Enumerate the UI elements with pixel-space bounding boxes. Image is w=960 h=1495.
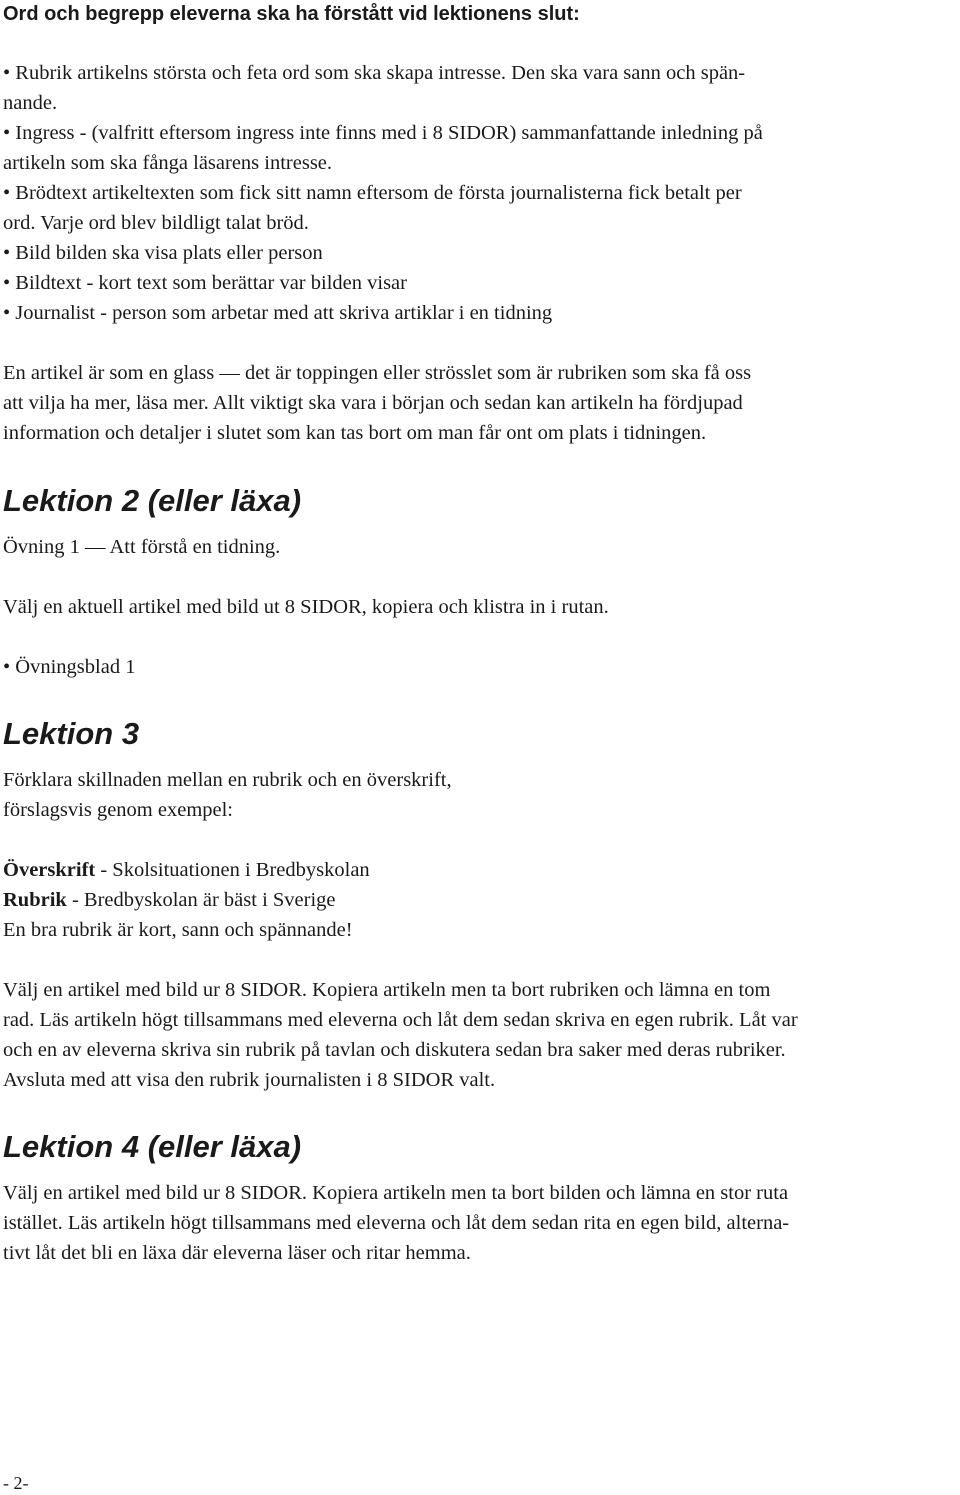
paragraph-line: och en av eleverna skriva sin rubrik på tavlan och diskutera sedan bra saker med deras rubriker. — [3, 1039, 786, 1061]
paragraph-line: Förklara skillnaden mellan en rubrik och en överskrift, — [3, 769, 452, 791]
list-item: ord. Varje ord blev bildligt talat bröd. — [3, 212, 309, 234]
paragraph-line: information och detaljer i slutet som kan tas bort om man får ont om plats i tidningen. — [3, 422, 707, 444]
lesson2-body — [3, 532, 958, 682]
intro-paragraph — [3, 358, 958, 448]
paragraph-line: Välj en artikel med bild ur 8 SIDOR. Kopiera artikeln men ta bort bilden och lämna en stor ruta — [3, 1182, 789, 1204]
page-number: - 2- — [3, 1473, 29, 1493]
paragraph-line: Välj en artikel med bild ur 8 SIDOR. Kopiera artikeln men ta bort rubriken och lämna en tom — [3, 979, 771, 1001]
overskrift-text: - Skolsituationen i Bredbyskolan — [95, 859, 370, 881]
lesson3-body — [3, 765, 958, 1095]
list-item: • Brödtext artikeltexten som fick sitt namn eftersom de första journalisterna fick betalt per — [3, 182, 742, 204]
lesson3-title: Lektion 3 — [3, 716, 140, 751]
instruction: Välj en aktuell artikel med bild ut 8 SIDOR, kopiera och klistra in i rutan. — [3, 596, 609, 618]
list-item: • Journalist - person som arbetar med att skriva artiklar i en tidning — [3, 302, 553, 324]
list-item: nande. — [3, 92, 58, 114]
lesson2-title: Lektion 2 (eller läxa) — [3, 483, 302, 518]
overskrift-label: Överskrift — [3, 859, 96, 881]
list-item: artikeln som ska fånga läsarens intresse. — [3, 152, 333, 174]
paragraph-line: istället. Läs artikeln högt tillsammans med eleverna och låt dem sedan rita en egen bild, alterna- — [3, 1212, 790, 1234]
exercise-title: Övning 1 — Att förstå en tidning. — [3, 536, 281, 558]
list-item: • Ingress - (valfritt eftersom ingress inte finns med i 8 SIDOR) sammanfattande inledning på — [3, 122, 763, 144]
list-item: • Bildtext - kort text som berättar var bilden visar — [3, 272, 407, 294]
example-overskrift — [3, 855, 958, 885]
example-rubrik — [3, 885, 958, 915]
paragraph-line: rad. Läs artikeln högt tillsammans med eleverna och låt dem sedan skriva en egen rubrik. Låt var — [3, 1009, 798, 1031]
good-headline: En bra rubrik är kort, sann och spännande! — [3, 919, 353, 941]
worksheet-item: • Övningsblad 1 — [3, 656, 136, 678]
rubrik-label: Rubrik — [3, 889, 67, 911]
terms-list — [3, 58, 958, 328]
lesson4-body — [3, 1178, 958, 1268]
paragraph-line: Avsluta med att visa den rubrik journalisten i 8 SIDOR valt. — [3, 1069, 496, 1091]
list-item: • Rubrik artikelns största och feta ord som ska skapa intresse. Den ska vara sann och spän- — [3, 62, 746, 84]
paragraph-line: att vilja ha mer, läsa mer. Allt viktigt ska vara i början och sedan kan artikeln ha fördjupad — [3, 392, 743, 414]
list-item: • Bild bilden ska visa plats eller person — [3, 242, 323, 264]
paragraph-line: förslagsvis genom exempel: — [3, 799, 234, 821]
paragraph-line: tivt låt det bli en läxa där eleverna läser och ritar hemma. — [3, 1242, 471, 1264]
paragraph-line: En artikel är som en glass — det är toppingen eller strösslet som är rubriken som ska få oss — [3, 362, 752, 384]
section-heading: Ord och begrepp eleverna ska ha förstått vid lektionens slut: — [3, 3, 580, 25]
rubrik-text: - Bredbyskolan är bäst i Sverige — [66, 889, 336, 911]
lesson4-title: Lektion 4 (eller läxa) — [3, 1129, 302, 1164]
